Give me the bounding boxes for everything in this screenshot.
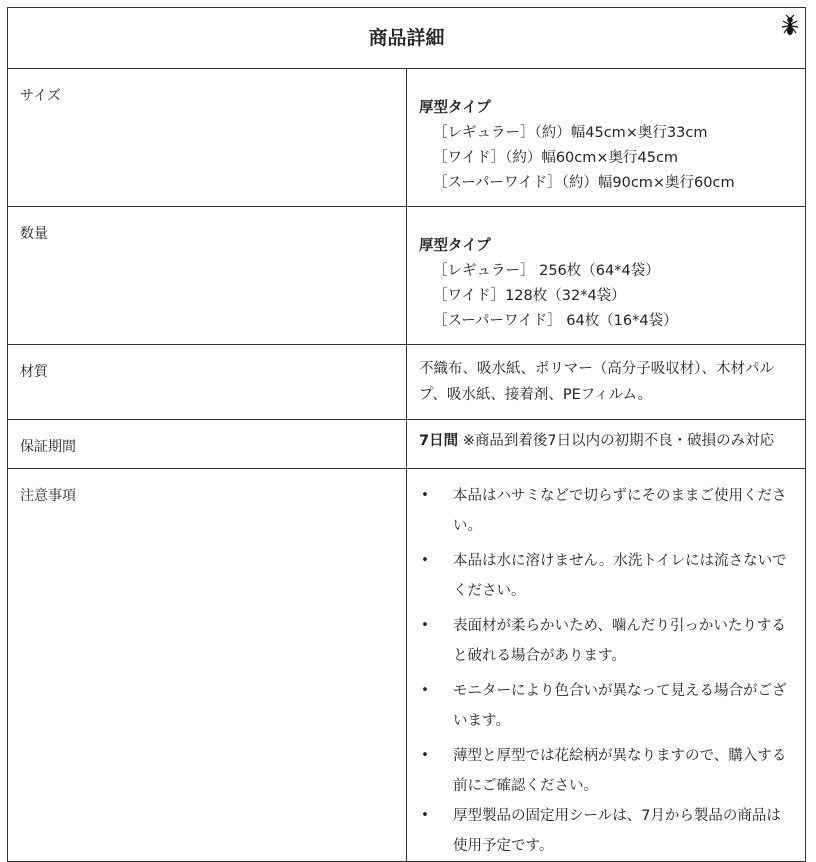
list-item (419, 611, 805, 671)
bullet-icon: • (421, 488, 429, 503)
bullet-icon: • (421, 748, 429, 763)
quantity-row (8, 207, 806, 345)
warranty-value (407, 420, 806, 469)
size-line-regular: ［レギュラー］（約）幅45cm×奥行33cm (433, 125, 708, 141)
note-text: モニターにより色合いが異なって見える場合がございます。 (453, 683, 787, 729)
warranty-line (419, 417, 805, 466)
quantity-type-heading: 厚型タイプ (419, 238, 491, 254)
notes-value (407, 469, 806, 862)
size-line-wide: ［ワイド］（約）幅60cm×奥行45cm (433, 150, 679, 166)
quantity-value (407, 207, 806, 345)
quantity-line-wide: ［ワイド］128枚（32*4袋） (433, 288, 626, 304)
warranty-period: 7日間 (419, 433, 459, 449)
quantity-line-superwide: ［スーパーワイド］ 64枚（16*4袋） (433, 313, 678, 329)
note-text: 厚型製品の固定用シールは、7月から製品の商品は使用予定です。 (453, 808, 781, 854)
quantity-label: 数量 (8, 207, 407, 345)
table-header (8, 8, 806, 69)
bullet-icon: • (421, 808, 429, 823)
size-line-superwide: ［スーパーワイド］（約）幅90cm×奥行60cm (433, 175, 735, 191)
material-value (407, 345, 806, 420)
bullet-icon: • (421, 553, 429, 568)
list-item (419, 546, 805, 606)
material-row (8, 345, 806, 420)
note-text: 本品は水に溶けません。水洗トイレには流さないでください。 (453, 553, 787, 599)
quantity-line-regular: ［レギュラー］ 256枚（64*4袋） (433, 263, 660, 279)
list-item (419, 741, 805, 801)
size-value (407, 69, 806, 207)
ant-icon (779, 14, 801, 38)
bullet-icon: • (421, 683, 429, 698)
list-item (419, 801, 805, 861)
product-details-table (7, 7, 806, 862)
note-text: 薄型と厚型では花絵柄が異なりますので、購入する前にご確認ください。 (453, 748, 787, 794)
note-text: 表面材が柔らかいため、噛んだり引っかいたりすると破れる場合があります。 (453, 618, 786, 664)
page-title: 商品詳細 (368, 27, 445, 49)
material-label: 材質 (8, 345, 407, 420)
material-text: 不織布、吸水紙、ポリマー（高分子吸収材）、木材パルプ、吸水紙、接着剤、PEフィルム。 (419, 361, 774, 403)
notes-label: 注意事項 (8, 469, 407, 862)
bullet-icon: • (421, 618, 429, 633)
list-item (419, 481, 805, 541)
notes-row (8, 469, 806, 862)
warranty-note: ※商品到着後7日以内の初期不良・破損のみ対応 (458, 433, 775, 449)
note-text: 本品はハサミなどで切らずにそのままご使用ください。 (453, 488, 787, 534)
size-row (8, 69, 806, 207)
warranty-row (8, 420, 806, 469)
size-label: サイズ (8, 69, 407, 207)
size-type-heading: 厚型タイプ (419, 100, 491, 116)
warranty-label: 保証期間 (8, 420, 407, 469)
list-item (419, 676, 805, 736)
notes-list (419, 481, 805, 861)
